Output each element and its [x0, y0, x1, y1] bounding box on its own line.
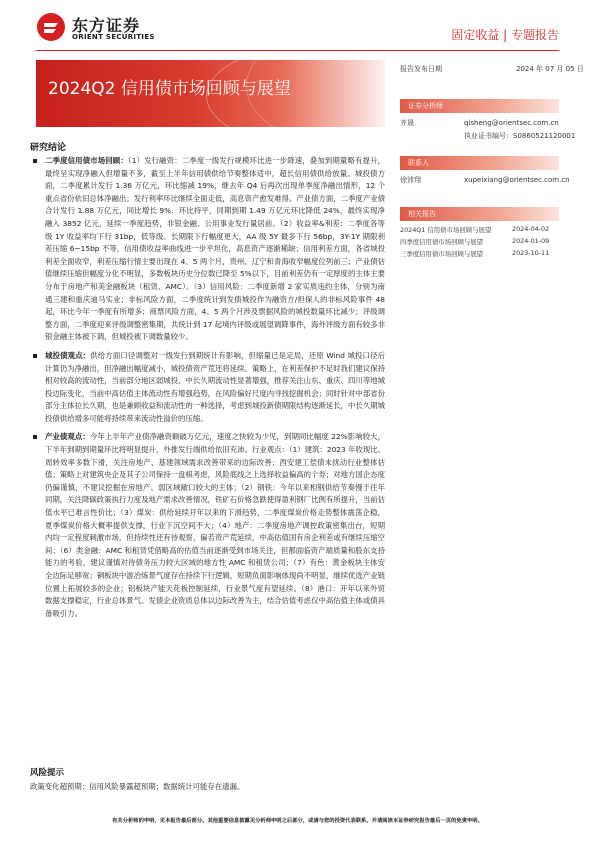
risk-text: 政策变化超预期；信用风险暴露超预期；数据统计可能存在遗漏。	[30, 782, 245, 791]
bullet-text: （1）发行融资：二季度一级发行规模环比进一步降速，叠加到期量略有提升，最终呈实现净融入但增量不多，截至上半年信用债供给节奏整体适中，超长信用债供给放量。城投债方面，二季度累计发行 1.36 万亿元，环比缩减 19%，继去年 Q4 后再次出现单季度净融出情形，12 个重点省份依旧总体净融出；发行利率环比继续全面走低，高息资产愈发难得。产业债方面，二季度产业债合计发行 1.88 万亿元，同比增长 9%、环比持平，同期到期 1.49 万亿元环比降低 24%，最终实现净融入 3852 亿元，延续一季度趋势，非银金融、公用事业发行量居前。（2）收益率&利差：二季度各等级 1Y 收益率均下行 31bp，低等级、长期限下行幅度更大，AA 级 5Y 最多下行 56bp，3Y-1Y 期限利差压缩 6~15bp 不等，信用债收益率曲线进一步平坦化，高息资产逐渐稀缺；信用利差方面，各省城投利差全面收窄，利差压缩行情主要出现在 4、5 两个月，贵州、辽宁和青海收窄幅度位列前三；产业债估值继续压缩但幅度分化不明显，多数板块历史分位数已降至 5%以下，目前利差仍有一定厚度的主体主要分布于房地产和美金融板块（租赁、AMC）。（3）信用风险：二季度新增 2 家实质违约主体，分别为南通三建和重庆迪马实业；非标风险方面，二季度统计到发债城投作为融资方/担保人的非标风险事件 48 起，环比今年一季度有所增多；商票风险方面，4、5 两个月涉及票据风险的城投数量环比减少；评级调整方面，二季度迎来评级调整密集期，共统计到 17 起境内评级或展望调降事件，海外评级方面有较多非银金融主体被下调，但城投被下调数量较少。	[45, 156, 385, 342]
related-section-tag	[400, 207, 559, 221]
analyst-cert: 执业证书编号：S0860521120001	[464, 132, 576, 140]
related-report-title: 四季度信用债市场回顾与展望	[400, 238, 484, 246]
footer-disclaimer: 有关分析师的申明，见本报告最后部分。其他重要信息披露见分析师申明之后部分，或请与您的投资代表联系。并请阅读本证券研究报告最后一页的免责申明。	[112, 818, 483, 824]
logo-mark-icon	[36, 12, 66, 42]
conclusion-body	[45, 155, 385, 626]
report-type: 固定收益 | 专题报告	[451, 28, 559, 42]
page-header	[0, 0, 595, 48]
conclusion-bullet	[45, 155, 385, 344]
analyst-section-tag	[400, 99, 559, 113]
analyst-name: 齐晟	[400, 119, 414, 127]
bullet-text: 今年上半年产业债净融资额破万亿元，速度之快较为少见，到期同比幅度 22%影响较大，下半年到期到期量环比将明显提升，外推发行端供给依旧充沛。行业观点：（1）建筑：2023 年收现比、周转效率多数下滑，关注房地产、基建领域需求改善带来的边际改善；西安建工偿债未扰动行业整体估值；策略上对建筑央企及其子公司保持一盘棋考虑，风险底线之上选择收益偏高的个券；对地方国企态度仍偏谨慎，不建议挖掘在房地产、弱区域敞口较大的主体；（2）钢铁：今年以来相钢供给节奏慢于往年同期，关注降碳政策执行力度及地产需求改善情况，铁矿石价格急跌使得盈利钢厂比例有所提升，当前估值水平已难言性价比；（3）煤炭：供给延续开年以来的下滑趋势，二季度煤炭价格走势整体震荡企稳，夏季煤炭价格大概率提供支撑，行业下沉空间不大；（4）地产：二季度房地产调控政策密集出台，短期内均一定程度刺激市场，但持续性还有待观察，偏若资产荒延续，中高估值国有房企利差或有继续压缩空间；（6）类金融：AMC 和租赁凭借略高的估值当前逐渐受到市场关注，但都面临资产端质量和股东支持能力的考验，建议谨慎对待债务压力较大区域的地方性 AMC 和租赁公司；（7）有色：黄金板块主体安全边际足够宽；铜板块中游冶炼景气度存在持续下行逻辑，短期负面影响体现尚不明显，继续优选产业链位置上拓展较多的企业；铝板块产能天花板控制延续，行业景气度有望延续。（8）港口：开年以来外贸数据支撑稳定，行业总体景气。发债企业资质总体以边际改善为主，结合估值考虑仅中高估值主体或债具备吸引力。	[45, 432, 385, 618]
analyst-section-label: 证券分析师	[408, 102, 443, 110]
bullet-title: 城投债观点：	[45, 350, 91, 360]
risk-heading: 风险提示	[30, 768, 65, 778]
bullet-text: 供给方面口径调整对一级发行到期统计有影响，但缩量已是定局，还原 Wind 城投口径后计算仍为净融出，但净融出幅度减小，城投债资产荒还将延续。策略上，在利差保护不足时我们建议保持相对较高的流动性，当前部分地区弱城投、中长久期流动性显著增强，推荐关注山东、重庆、四川等地城投边际变化，当前中高估值主体流动性有增强趋势，在风险偏好尺度内寻找挖掘机会；同时针对中部省份部分主体拉长久期，也是兼顾收益和流动性的一种选择，考虑到城投新债期限结构逐渐延长，中长久期城投债供给增多可能将持续带来流动性溢价的压缩。	[45, 350, 385, 423]
related-section-label: 相关报告	[408, 210, 436, 218]
analyst-email[interactable]: qisheng@orientsec.com.cn	[464, 119, 559, 127]
publish-date-value: 2024 年 07 月 05 日	[516, 65, 584, 73]
related-report-title: 三季度信用债市场回顾与展望	[400, 250, 484, 258]
publish-date-row	[400, 64, 584, 76]
related-report-date: 2024-04-02	[512, 225, 550, 233]
contact-section-tag	[400, 156, 559, 170]
related-report-date: 2023-10-11	[512, 249, 550, 257]
header-divider	[36, 50, 559, 51]
bullet-title: 二季度信用债市场回顾：	[45, 156, 128, 165]
related-report-date: 2024-01-09	[512, 237, 550, 245]
orient-securities-logo	[36, 12, 166, 42]
company-name-en: ORIENT SECURITIES	[72, 33, 155, 41]
contact-email[interactable]: xupeixiang@orientsec.com.cn	[464, 176, 570, 184]
company-name-cn: 东方证券	[72, 16, 141, 35]
contact-section-label: 联系人	[408, 159, 429, 167]
publish-date-label: 报告发布日期	[400, 65, 442, 73]
conclusion-heading: 研究结论	[30, 143, 67, 153]
related-report-title: 2024Q1 信用债市场回顾与展望	[400, 226, 492, 234]
conclusion-bullet	[45, 350, 385, 426]
conclusion-bullet	[45, 431, 385, 620]
contact-name: 徐沛翔	[400, 176, 421, 184]
report-title: 2024Q2 信用债市场回顾与展望	[48, 79, 291, 99]
title-banner	[36, 60, 385, 127]
bullet-title: 产业债观点：	[45, 432, 90, 442]
